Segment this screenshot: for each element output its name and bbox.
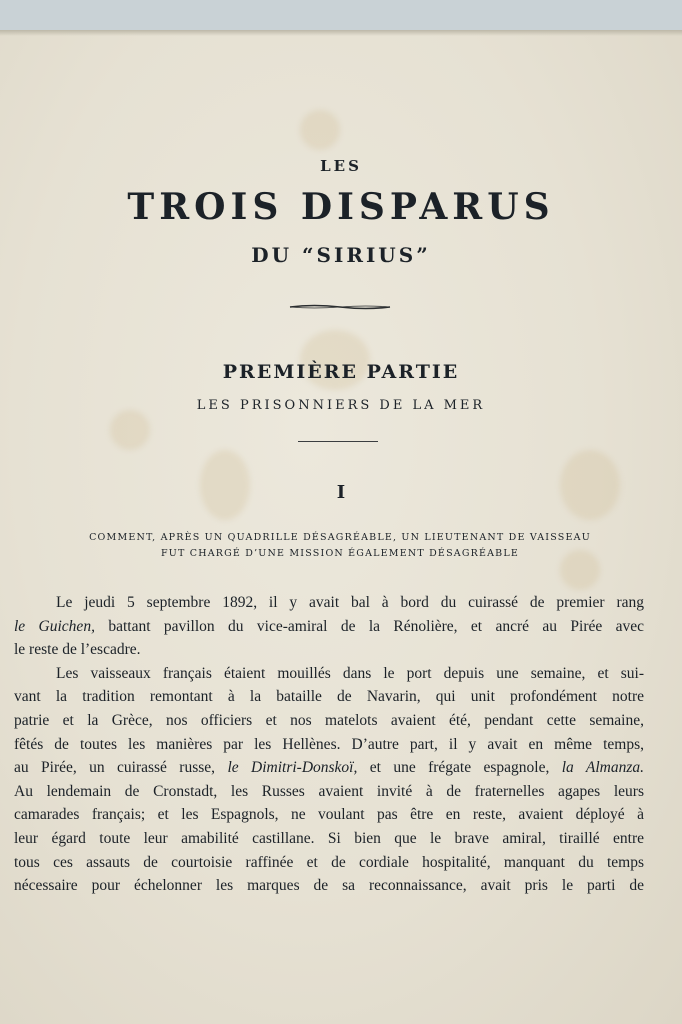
paper-stain <box>110 410 150 450</box>
book-subtitle: DU “SIRIUS” <box>251 243 431 267</box>
book-title: TROIS DISPARUS <box>127 186 555 228</box>
text-line: vant la tradition remontant à la bataille de Navarin, qui unit profondément notre <box>14 688 644 706</box>
text-line: camarades français; et les Espagnols, ne voulant pas être en reste, avaient déployé à <box>14 806 644 824</box>
chapter-number: I <box>336 482 346 503</box>
ship-name: la Almanza. <box>561 759 645 777</box>
text-line: fêtés de toutes les manières par les Hellènes. D’autre part, il y avait en même temps, <box>14 735 644 753</box>
section-rule <box>298 441 378 442</box>
text-line: leur égard toute leur amabilité castillane. Si bien que le brave amiral, tiraillé entre <box>14 829 644 847</box>
page-top-edge <box>0 30 682 36</box>
text-line: Les vaisseaux français étaient mouillés dans le port depuis une semaine, et sui- <box>56 664 644 682</box>
text-line: au Pirée, un cuirassé russe, le Dimitri-Donskoï, et une frégate espagnole, la Almanza. <box>14 759 645 777</box>
paper-stain <box>300 110 340 150</box>
ship-name: le Guichen, <box>14 617 95 635</box>
part-title: PREMIÈRE PARTIE <box>222 361 460 383</box>
text-line: le Guichen, battant pavillon du vice-amiral de la Rénolière, et ancré au Pirée avec <box>14 617 644 635</box>
text-line: tous ces assauts de courtoisie raffinée et de cordiale hospitalité, manquant du temps <box>14 853 644 871</box>
text-line: Le jeudi 5 septembre 1892, il y avait bal à bord du cuirassé de premier rang <box>56 594 644 611</box>
text-line: nécessaire pour échelonner les marques de sa reconnaissance, avait pris le parti de <box>14 877 644 895</box>
chapter-caption-line: FUT CHARGÉ D’UNE MISSION ÉGALEMENT DÉSAGRÉABLE <box>160 548 520 559</box>
ornament-divider <box>288 303 392 311</box>
text-line: Au lendemain de Cronstadt, les Russes avaient invité à de fraternelles agapes leurs <box>14 782 644 800</box>
text-line: patrie et la Grèce, nos officiers et nos matelots avaient été, pendant cette semaine, <box>14 711 644 729</box>
title-prefix: LES <box>320 157 362 175</box>
ship-name: le Dimitri-Donskoï, <box>227 759 358 777</box>
text-line: le reste de l’escadre. <box>14 641 141 659</box>
chapter-caption-line: COMMENT, APRÈS UN QUADRILLE DÉSAGRÉABLE, UN LIEUTENANT DE VAISSEAU <box>89 532 591 543</box>
part-subtitle: LES PRISONNIERS DE LA MER <box>196 398 486 413</box>
body-text <box>14 591 644 898</box>
